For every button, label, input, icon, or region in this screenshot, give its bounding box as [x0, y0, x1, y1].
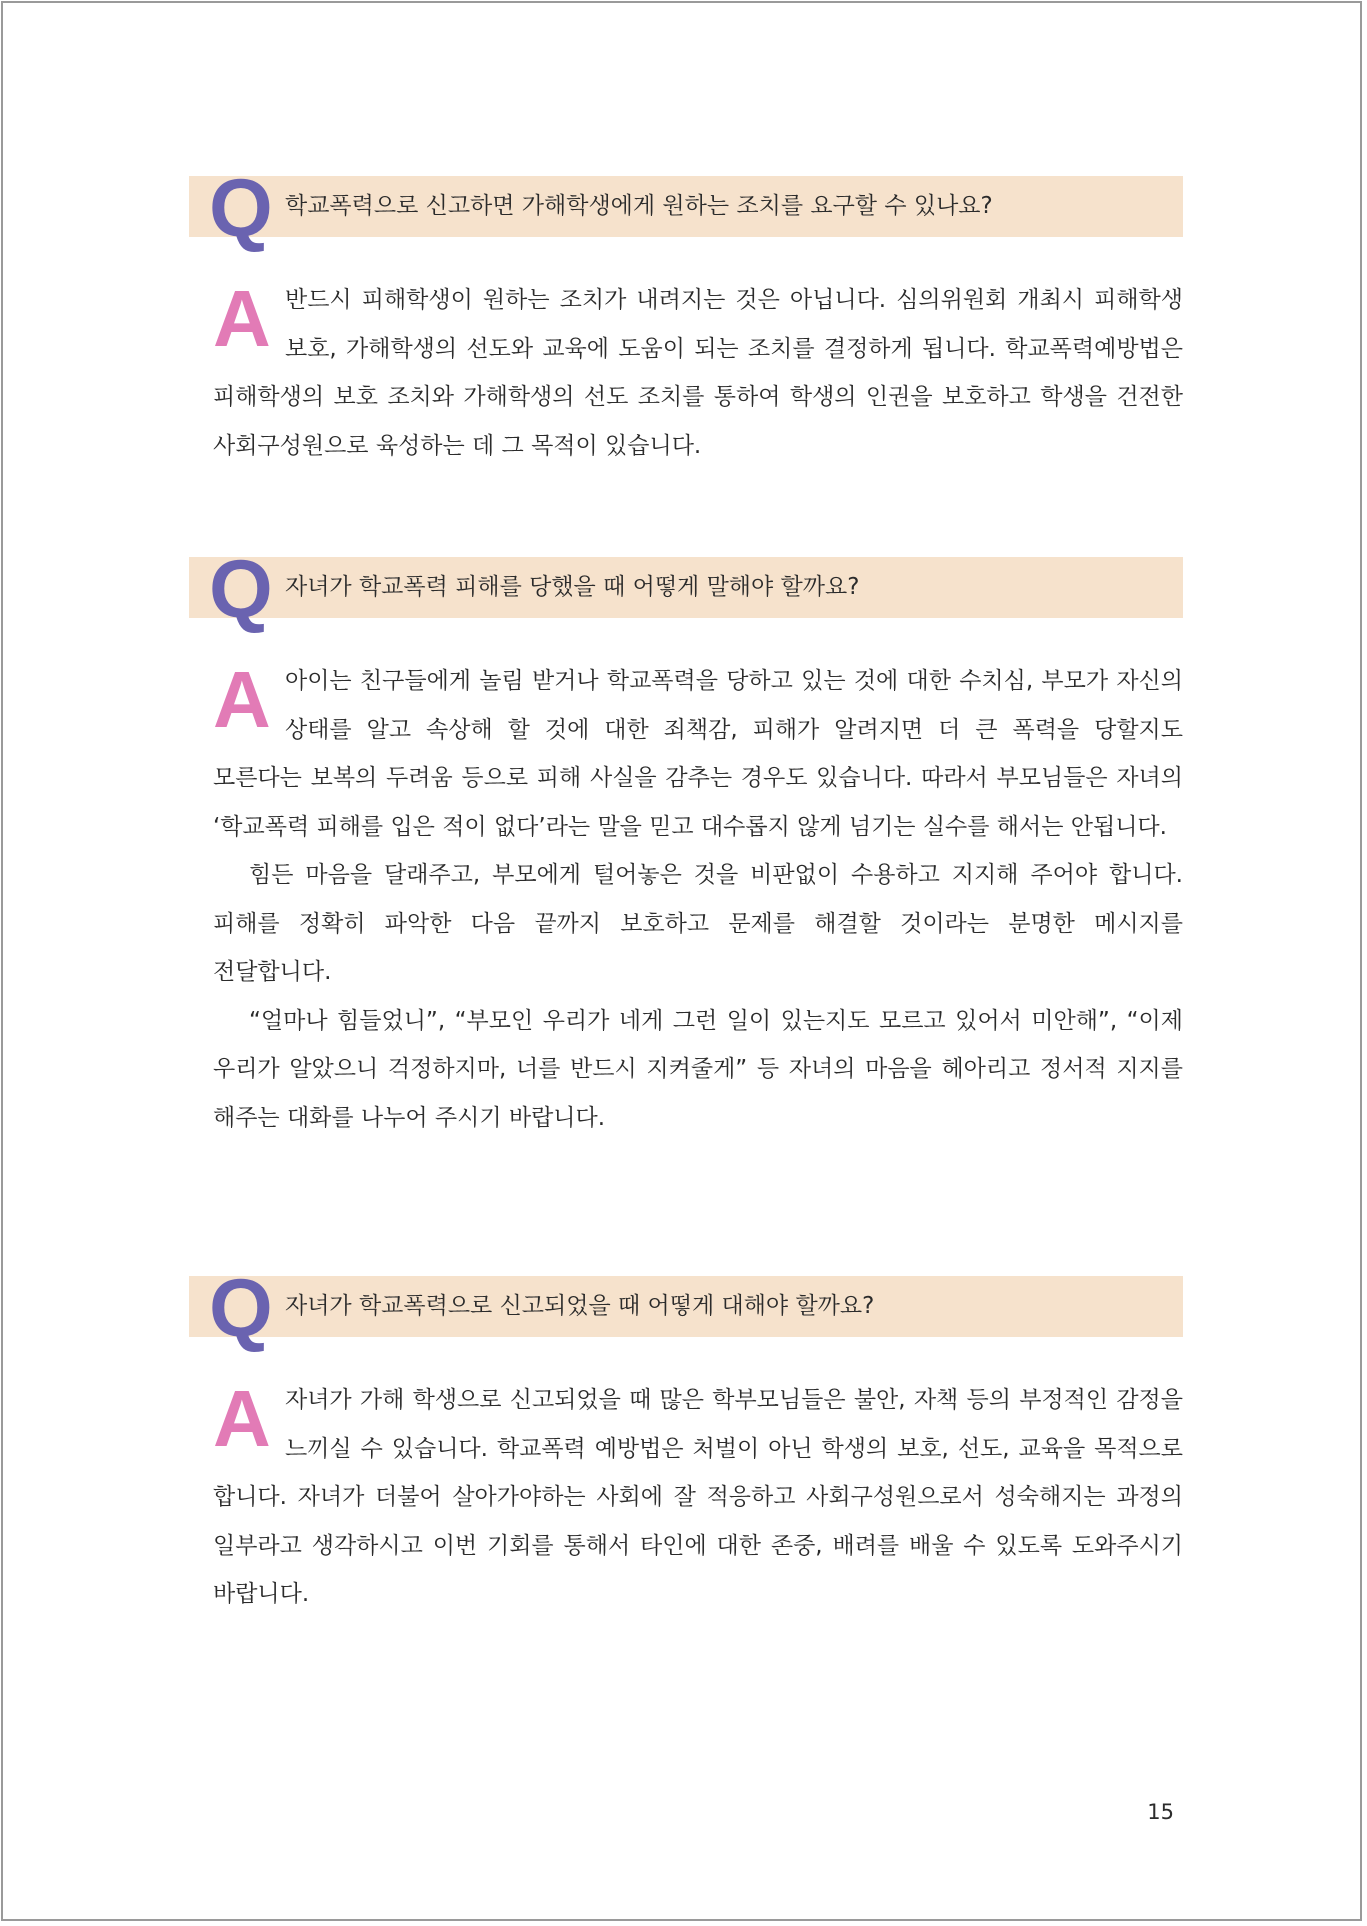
answer-paragraph: 반드시 피해학생이 원하는 조치가 내려지는 것은 아닙니다. 심의위원회 개최시 피해학생 보호, 가해학생의 선도와 교육에 도움이 되는 조치를 결정하게 됩니다. 학교폭력예방법은 피해학생의 보호 조치와 가해학생의 선도 조치를 통하여 학생의 인권을 보호하고 학생을 건전한 사회구성원으로 육성하는 데 그 목적이 있습니다. — [213, 287, 1183, 459]
answer-paragraph: “얼마나 힘들었니”, “부모인 우리가 네게 그런 일이 있는지도 모르고 있어서 미안해”, “이제 우리가 알았으니 걱정하지마, 너를 반드시 지켜줄게” 등 자녀의 마음을 헤아리고 정서적 지지를 해주는 대화를 나누어 주시기 바랍니다. — [213, 1007, 1183, 1131]
qa-section-1 — [189, 163, 1183, 470]
answer-marker: A — [213, 274, 271, 363]
qa-section-3 — [189, 1263, 1183, 1619]
qa-section-2 — [189, 544, 1183, 1142]
page-number: 15 — [1147, 1800, 1174, 1824]
document-page — [1, 1, 1362, 1921]
question-text: 자녀가 학교폭력으로 신고되었을 때 어떻게 대해야 할까요? — [285, 1293, 875, 1319]
question-marker: Q — [209, 544, 273, 635]
answer-marker: A — [213, 655, 271, 744]
question-bar — [189, 163, 1183, 254]
question-bar — [189, 1263, 1183, 1354]
question-marker: Q — [209, 163, 273, 254]
answer-paragraph: 아이는 친구들에게 놀림 받거나 학교폭력을 당하고 있는 것에 대한 수치심, 부모가 자신의 상태를 알고 속상해 할 것에 대한 죄책감, 피해가 알려지면 더 큰 폭력을 당할지도 모른다는 보복의 두려움 등으로 피해 사실을 감추는 경우도 있습니다. 따라서 부모님들은 자녀의 ‘학교폭력 피해를 입은 적이 없다’라는 말을 믿고 대수롭지 않게 넘기는 실수를 해서는 안됩니다. — [213, 668, 1183, 840]
answer-block — [213, 1376, 1183, 1619]
answer-marker: A — [213, 1374, 271, 1463]
question-bar — [189, 544, 1183, 635]
answer-block — [213, 276, 1183, 470]
answer-block — [213, 657, 1183, 1142]
question-text: 자녀가 학교폭력 피해를 당했을 때 어떻게 말해야 할까요? — [285, 574, 860, 600]
question-marker: Q — [209, 1263, 273, 1354]
question-text: 학교폭력으로 신고하면 가해학생에게 원하는 조치를 요구할 수 있나요? — [285, 193, 993, 219]
answer-paragraph: 힘든 마음을 달래주고, 부모에게 털어놓은 것을 비판없이 수용하고 지지해 주어야 합니다. 피해를 정확히 파악한 다음 끝까지 보호하고 문제를 해결할 것이라는 분명한 메시지를 전달합니다. — [213, 862, 1183, 985]
answer-paragraph: 자녀가 가해 학생으로 신고되었을 때 많은 학부모님들은 불안, 자책 등의 부정적인 감정을 느끼실 수 있습니다. 학교폭력 예방법은 처벌이 아닌 학생의 보호, 선도, 교육을 목적으로 합니다. 자녀가 더불어 살아가야하는 사회에 잘 적응하고 사회구성원으로서 성숙해지는 과정의 일부라고 생각하시고 이번 기회를 통해서 타인에 대한 존중, 배려를 배울 수 있도록 도와주시기 바랍니다. — [213, 1387, 1183, 1607]
